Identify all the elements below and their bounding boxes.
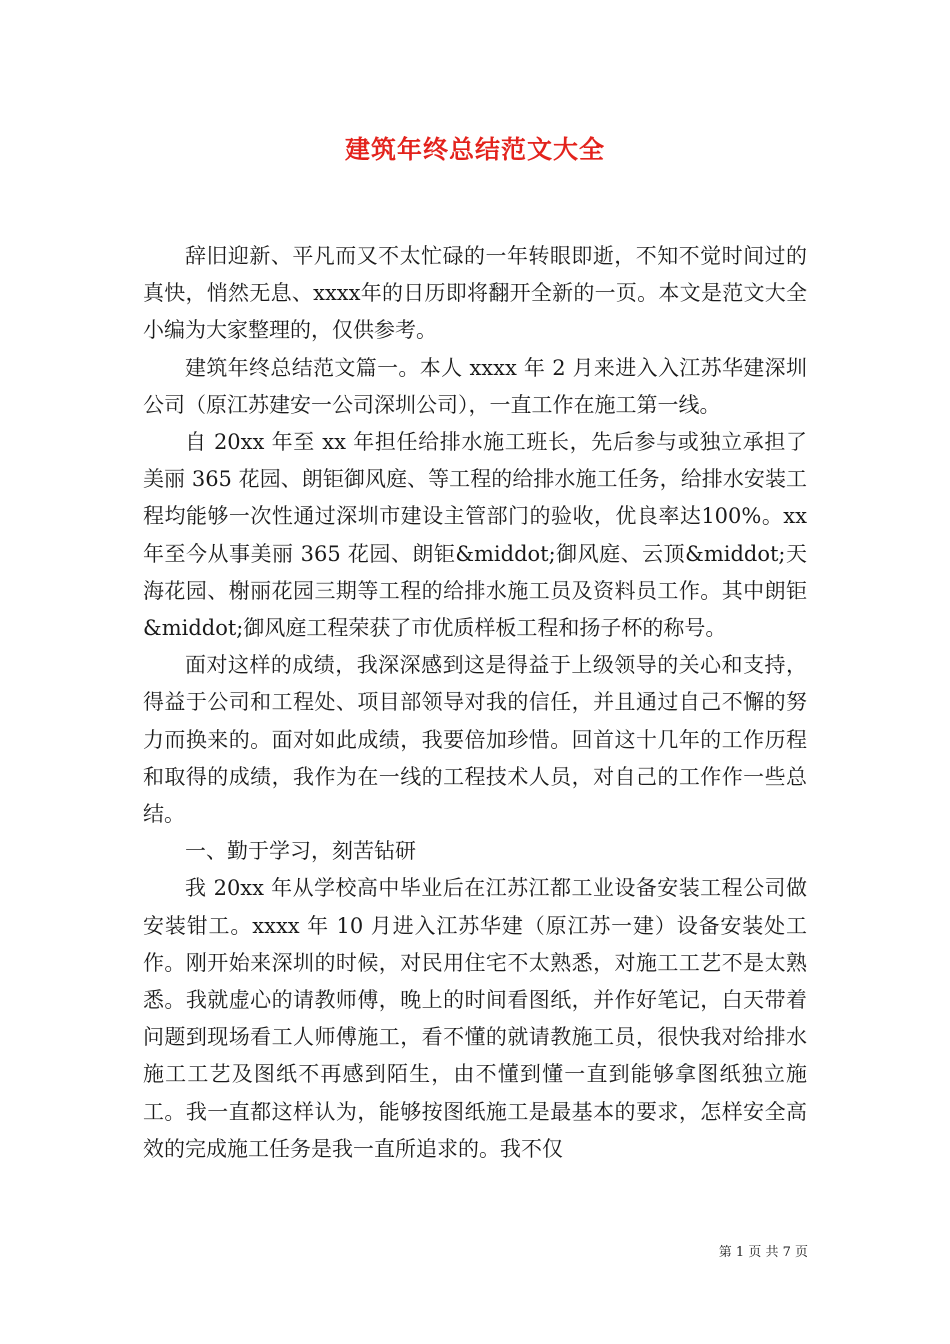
paragraph: 辞旧迎新、平凡而又不太忙碌的一年转眼即逝，不知不觉时间过的真快，悄然无息、xxxx年的日历即将翻开全新的一页。本文是范文大全小编为大家整理的，仅供参考。 xyxy=(143,244,807,343)
paragraph: 面对这样的成绩，我深深感到这是得益于上级领导的关心和支持，得益于公司和工程处、项目部领导对我的信任，并且通过自己不懈的努力而换来的。面对如此成绩，我要倍加珍惜。回首这十几年的工作历程和取得的成绩，我作为在一线的工程技术人员，对自己的工作作一些总结。 xyxy=(143,653,807,827)
page-number: 第 1 页 共 7 页 xyxy=(718,1245,808,1260)
paragraph: 自 20xx 年至 xx 年担任给排水施工班长，先后参与或独立承担了美丽 365 花园、朗钜御风庭、等工程的给排水施工任务，给排水安装工程均能够一次性通过深圳市建设主管部门的验收，优良率达100%。xx 年至今从事美丽 365 花园、朗钜&middot;御风庭、云顶&middot;天海花园、榭丽花园三期等工程的给排水施工员及资料员工作。其中朗钜&middot;御风庭工程荣获了市优质样板工程和扬子杯的称号。 xyxy=(143,430,807,641)
section-heading: 一、勤于学习，刻苦钻研 xyxy=(185,839,416,864)
document-body xyxy=(143,238,807,1168)
document-title: 建筑年终总结范文大全 xyxy=(344,135,605,164)
paragraph: 我 20xx 年从学校高中毕业后在江苏江都工业设备安装工程公司做安装钳工。xxxx 年 10 月进入江苏华建（原江苏一建）设备安装处工作。刚开始来深圳的时候，对民用住宅不太熟悉，对施工工艺不是太熟悉。我就虚心的请教师傅，晚上的时间看图纸，并作好笔记，白天带着问题到现场看工人师傅施工，看不懂的就请教施工员，很快我对给排水施工工艺及图纸不再感到陌生，由不懂到懂一直到能够拿图纸独立施工。我一直都这样认为，能够按图纸施工是最基本的要求，怎样安全高效的完成施工任务是我一直所追求的。我不仅 xyxy=(143,876,807,1161)
paragraph: 建筑年终总结范文篇一。本人 xxxx 年 2 月来进入入江苏华建深圳公司（原江苏建安一公司深圳公司），一直工作在施工第一线。 xyxy=(143,355,807,417)
